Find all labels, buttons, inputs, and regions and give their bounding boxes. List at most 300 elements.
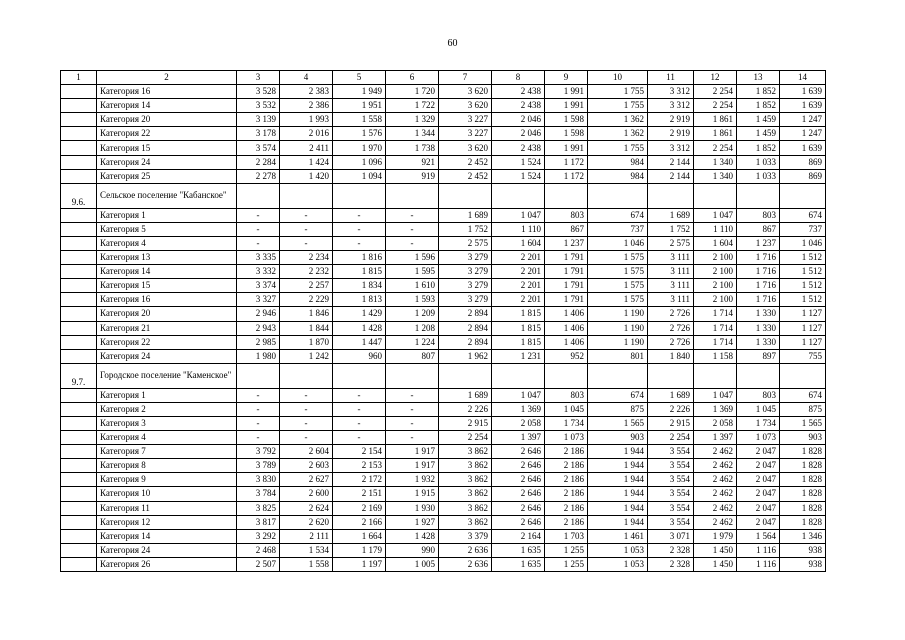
table-cell: 869 <box>780 155 826 169</box>
table-cell: 960 <box>333 349 386 363</box>
table-cell: 1 639 <box>780 99 826 113</box>
table-cell: 3 327 <box>237 293 280 307</box>
table-header-row <box>61 71 826 85</box>
table-cell: 1 598 <box>545 113 588 127</box>
table-cell: 2 046 <box>492 113 545 127</box>
table-cell: 1 639 <box>780 85 826 99</box>
table-cell: 2 047 <box>737 501 780 515</box>
table-cell: 1 247 <box>780 113 826 127</box>
table-cell: 1 558 <box>280 557 333 571</box>
table-cell: 2 201 <box>492 279 545 293</box>
row-number <box>61 265 97 279</box>
table-cell: 1 094 <box>333 169 386 183</box>
table-cell: 1 369 <box>492 402 545 416</box>
table-cell <box>780 183 826 208</box>
table-row <box>61 473 826 487</box>
table-cell: 1 053 <box>588 543 648 557</box>
table-cell: 1 714 <box>694 307 737 321</box>
table-cell: - <box>333 236 386 250</box>
table-cell: - <box>386 416 439 430</box>
table-cell: 3 528 <box>237 85 280 99</box>
table-cell: 2 386 <box>280 99 333 113</box>
table-cell: 2 411 <box>280 141 333 155</box>
table-cell: 2 254 <box>694 85 737 99</box>
table-cell: - <box>333 208 386 222</box>
table-cell: 1 932 <box>386 473 439 487</box>
table-cell: 1 944 <box>588 459 648 473</box>
table-cell: 3 620 <box>439 141 492 155</box>
table-cell: 938 <box>780 557 826 571</box>
table-cell: 1 575 <box>588 279 648 293</box>
table-cell: 2 575 <box>648 236 694 250</box>
table-cell: 3 111 <box>648 293 694 307</box>
table-cell: 2 328 <box>648 543 694 557</box>
table-cell: - <box>280 431 333 445</box>
table-cell: 2 186 <box>545 445 588 459</box>
table-cell: 2 047 <box>737 445 780 459</box>
row-name: Категория 15 <box>97 279 237 293</box>
row-name: Категория 3 <box>97 416 237 430</box>
row-name: Категория 26 <box>97 557 237 571</box>
table-cell: 1 944 <box>588 445 648 459</box>
table-cell: - <box>386 388 439 402</box>
table-cell: 1 047 <box>694 388 737 402</box>
table-cell: 3 312 <box>648 99 694 113</box>
row-name: Категория 10 <box>97 487 237 501</box>
table-cell: 1 190 <box>588 335 648 349</box>
table-cell: 919 <box>386 169 439 183</box>
table-cell: 1 593 <box>386 293 439 307</box>
table-cell: 674 <box>780 208 826 222</box>
column-header-6: 6 <box>386 71 439 85</box>
table-cell: 2 232 <box>280 265 333 279</box>
table-cell: 1 846 <box>280 307 333 321</box>
table-cell <box>694 183 737 208</box>
table-body <box>61 85 826 572</box>
row-number <box>61 99 97 113</box>
table-cell: 3 554 <box>648 445 694 459</box>
table-cell: 2 726 <box>648 307 694 321</box>
table-cell: 2 646 <box>492 445 545 459</box>
table-cell: 1 116 <box>737 557 780 571</box>
table-cell: 1 944 <box>588 487 648 501</box>
table-cell: 1 127 <box>780 307 826 321</box>
page-number: 60 <box>447 38 458 49</box>
table-cell: 1 255 <box>545 557 588 571</box>
column-header-7: 7 <box>439 71 492 85</box>
column-header-3: 3 <box>237 71 280 85</box>
table-cell: 674 <box>588 208 648 222</box>
row-name: Категория 15 <box>97 141 237 155</box>
table-cell: 1 970 <box>333 141 386 155</box>
table-cell: 1 116 <box>737 543 780 557</box>
table-cell: 1 565 <box>588 416 648 430</box>
table-cell: 1 461 <box>588 529 648 543</box>
table-cell: 3 312 <box>648 85 694 99</box>
table-cell: 2 100 <box>694 251 737 265</box>
row-name: Городское поселение "Каменское" <box>97 363 237 388</box>
table-cell: 2 058 <box>492 416 545 430</box>
table-cell: 2 226 <box>439 402 492 416</box>
table-cell: 1 689 <box>439 388 492 402</box>
table-row <box>61 459 826 473</box>
table-cell: 1 635 <box>492 543 545 557</box>
table-cell: 1 096 <box>333 155 386 169</box>
table-cell: - <box>237 416 280 430</box>
table-cell: 1 720 <box>386 85 439 99</box>
table-cell: 1 450 <box>694 557 737 571</box>
table-cell: 2 153 <box>333 459 386 473</box>
table-cell: 2 186 <box>545 515 588 529</box>
table-row <box>61 501 826 515</box>
table-cell: 2 151 <box>333 487 386 501</box>
table-cell: 3 312 <box>648 141 694 155</box>
column-header-4: 4 <box>280 71 333 85</box>
table-cell: 1 815 <box>492 321 545 335</box>
table-row <box>61 141 826 155</box>
table-cell <box>737 183 780 208</box>
table-cell: 1 450 <box>694 543 737 557</box>
table-cell: 2 575 <box>439 236 492 250</box>
table-cell: 1 828 <box>780 459 826 473</box>
table-cell: 807 <box>386 349 439 363</box>
table-cell: - <box>237 402 280 416</box>
table-cell: - <box>280 416 333 430</box>
column-header-9: 9 <box>545 71 588 85</box>
table-cell: 3 554 <box>648 459 694 473</box>
table-cell: 3 574 <box>237 141 280 155</box>
table-row <box>61 431 826 445</box>
table-cell: 1 237 <box>545 236 588 250</box>
table-cell: 990 <box>386 543 439 557</box>
table-cell: 1 635 <box>492 557 545 571</box>
table-cell: - <box>333 222 386 236</box>
table-cell: - <box>333 416 386 430</box>
table-cell: 2 468 <box>237 543 280 557</box>
table-cell: 1 053 <box>588 557 648 571</box>
table-cell: 1 714 <box>694 321 737 335</box>
table-cell: 1 459 <box>737 127 780 141</box>
table-row <box>61 169 826 183</box>
table-cell: 1 429 <box>333 307 386 321</box>
table-cell: 3 279 <box>439 293 492 307</box>
table-cell: 3 620 <box>439 99 492 113</box>
table-cell: 674 <box>780 388 826 402</box>
table-cell: 3 862 <box>439 501 492 515</box>
table-cell: 1 844 <box>280 321 333 335</box>
table-cell: - <box>237 431 280 445</box>
table-cell: 755 <box>780 349 826 363</box>
section-row <box>61 183 826 208</box>
table-cell: 3 379 <box>439 529 492 543</box>
table-cell: 1 330 <box>737 321 780 335</box>
table-cell: - <box>386 236 439 250</box>
table-row <box>61 265 826 279</box>
table-cell: 3 227 <box>439 113 492 127</box>
table-cell: - <box>386 402 439 416</box>
table-row <box>61 127 826 141</box>
row-name: Категория 1 <box>97 388 237 402</box>
table-cell: 3 789 <box>237 459 280 473</box>
table-cell: 1 073 <box>737 431 780 445</box>
row-name: Категория 5 <box>97 222 237 236</box>
table-cell: 1 689 <box>648 388 694 402</box>
table-cell: 1 813 <box>333 293 386 307</box>
table-row <box>61 113 826 127</box>
table-cell: 2 620 <box>280 515 333 529</box>
table-cell: 1 816 <box>333 251 386 265</box>
row-number <box>61 445 97 459</box>
row-name: Категория 22 <box>97 335 237 349</box>
table-cell <box>386 363 439 388</box>
table-cell: 903 <box>780 431 826 445</box>
column-header-13: 13 <box>737 71 780 85</box>
row-name: Категория 22 <box>97 127 237 141</box>
table-cell: 1 047 <box>694 208 737 222</box>
table-cell: 2 636 <box>439 543 492 557</box>
table-cell <box>492 183 545 208</box>
row-number <box>61 459 97 473</box>
table-cell: 1 791 <box>545 265 588 279</box>
table-cell: 1 330 <box>737 307 780 321</box>
table-cell: 2 894 <box>439 321 492 335</box>
table-cell: 1 639 <box>780 141 826 155</box>
table-cell: - <box>386 222 439 236</box>
table-cell: 2 438 <box>492 141 545 155</box>
table-cell: 2 144 <box>648 155 694 169</box>
table-cell: 1 980 <box>237 349 280 363</box>
table-row <box>61 155 826 169</box>
table-cell: 2 462 <box>694 445 737 459</box>
table-cell: 1 755 <box>588 99 648 113</box>
table-cell: 1 917 <box>386 459 439 473</box>
row-name: Категория 11 <box>97 501 237 515</box>
table-cell: 3 532 <box>237 99 280 113</box>
table-cell: 1 979 <box>694 529 737 543</box>
table-cell: 3 862 <box>439 515 492 529</box>
table-cell: 1 852 <box>737 99 780 113</box>
row-name: Категория 16 <box>97 293 237 307</box>
row-number <box>61 141 97 155</box>
table-cell: 3 862 <box>439 445 492 459</box>
table-row <box>61 557 826 571</box>
table-cell: 2 058 <box>694 416 737 430</box>
table-row <box>61 402 826 416</box>
row-number <box>61 543 97 557</box>
table-cell: 1 512 <box>780 279 826 293</box>
table-cell: - <box>386 208 439 222</box>
table-cell: 1 033 <box>737 169 780 183</box>
table-cell: 674 <box>588 388 648 402</box>
table-row <box>61 515 826 529</box>
row-name: Категория 14 <box>97 265 237 279</box>
row-number <box>61 487 97 501</box>
table-cell: 1 752 <box>648 222 694 236</box>
table-cell: 1 329 <box>386 113 439 127</box>
table-cell: 3 335 <box>237 251 280 265</box>
table-cell: 2 201 <box>492 251 545 265</box>
table-cell: 2 154 <box>333 445 386 459</box>
table-cell: 803 <box>545 388 588 402</box>
row-number <box>61 529 97 543</box>
table-cell: - <box>386 431 439 445</box>
table-cell: 1 604 <box>694 236 737 250</box>
table-cell: - <box>237 222 280 236</box>
table-cell: 1 534 <box>280 543 333 557</box>
table-cell: - <box>280 402 333 416</box>
table-cell <box>333 183 386 208</box>
table-cell: 1 944 <box>588 515 648 529</box>
table-cell: 2 257 <box>280 279 333 293</box>
row-name: Категория 20 <box>97 307 237 321</box>
column-header-12: 12 <box>694 71 737 85</box>
table-cell: 1 598 <box>545 127 588 141</box>
table-cell: 1 428 <box>386 529 439 543</box>
row-number <box>61 335 97 349</box>
table-cell: 1 755 <box>588 141 648 155</box>
row-name: Категория 1 <box>97 208 237 222</box>
row-number <box>61 279 97 293</box>
table-cell <box>780 363 826 388</box>
row-number <box>61 431 97 445</box>
row-name: Категория 8 <box>97 459 237 473</box>
table-cell: 1 047 <box>492 208 545 222</box>
table-cell: 2 201 <box>492 293 545 307</box>
table-cell: 1 791 <box>545 251 588 265</box>
table-cell: 1 242 <box>280 349 333 363</box>
table-cell: 1 944 <box>588 501 648 515</box>
table-cell: 1 424 <box>280 155 333 169</box>
table-cell: 1 595 <box>386 265 439 279</box>
table-cell: 2 254 <box>694 141 737 155</box>
table-cell: 2 452 <box>439 155 492 169</box>
table-cell: 1 512 <box>780 251 826 265</box>
table-cell <box>280 183 333 208</box>
table-cell: 3 554 <box>648 515 694 529</box>
table-cell: 1 558 <box>333 113 386 127</box>
row-number <box>61 515 97 529</box>
table-cell: 2 383 <box>280 85 333 99</box>
table-cell: 1 247 <box>780 127 826 141</box>
table-cell: 2 646 <box>492 515 545 529</box>
row-name: Категория 14 <box>97 529 237 543</box>
table-cell: 2 627 <box>280 473 333 487</box>
row-number: 9.6. <box>61 183 97 208</box>
row-number <box>61 85 97 99</box>
table-cell: 1 045 <box>545 402 588 416</box>
table-cell: 984 <box>588 169 648 183</box>
table-row <box>61 208 826 222</box>
table-cell: 1 362 <box>588 113 648 127</box>
row-number <box>61 293 97 307</box>
table-cell: 1 991 <box>545 85 588 99</box>
table-cell: 1 369 <box>694 402 737 416</box>
table-cell: 1 714 <box>694 335 737 349</box>
table-cell: 1 752 <box>439 222 492 236</box>
table-cell: 2 462 <box>694 459 737 473</box>
row-number <box>61 113 97 127</box>
table-cell: 3 111 <box>648 279 694 293</box>
table-cell: 2 144 <box>648 169 694 183</box>
table-row <box>61 349 826 363</box>
table-cell: 1 991 <box>545 141 588 155</box>
table-cell: 1 575 <box>588 251 648 265</box>
table-cell: 2 438 <box>492 99 545 113</box>
table-cell: 1 993 <box>280 113 333 127</box>
table-cell: 1 459 <box>737 113 780 127</box>
table-cell <box>386 183 439 208</box>
table-cell: - <box>280 388 333 402</box>
table-cell: - <box>237 236 280 250</box>
row-name: Категория 21 <box>97 321 237 335</box>
table-cell: 1 255 <box>545 543 588 557</box>
table-cell: 1 406 <box>545 335 588 349</box>
table-cell: 1 340 <box>694 155 737 169</box>
table-cell: 2 462 <box>694 501 737 515</box>
table-cell: 1 209 <box>386 307 439 321</box>
table-cell: - <box>280 208 333 222</box>
table-cell: 1 828 <box>780 445 826 459</box>
table-cell: 2 047 <box>737 515 780 529</box>
table-row <box>61 321 826 335</box>
table-cell: 1 045 <box>737 402 780 416</box>
table-cell: 3 817 <box>237 515 280 529</box>
tariff-table <box>60 70 826 572</box>
row-name: Категория 24 <box>97 155 237 169</box>
table-cell: 2 646 <box>492 501 545 515</box>
row-number <box>61 557 97 571</box>
table-cell: 737 <box>588 222 648 236</box>
row-name: Категория 24 <box>97 349 237 363</box>
table-cell: 2 166 <box>333 515 386 529</box>
table-cell: 1 420 <box>280 169 333 183</box>
table-cell: 2 254 <box>648 431 694 445</box>
table-row <box>61 335 826 349</box>
table-cell: 2 186 <box>545 473 588 487</box>
row-name: Категория 20 <box>97 113 237 127</box>
table-cell: 2 169 <box>333 501 386 515</box>
column-header-5: 5 <box>333 71 386 85</box>
table-cell: 2 636 <box>439 557 492 571</box>
table-cell: 1 575 <box>588 265 648 279</box>
table-cell: 1 852 <box>737 85 780 99</box>
table-cell: - <box>333 402 386 416</box>
table-cell: 2 894 <box>439 335 492 349</box>
row-name: Категория 2 <box>97 402 237 416</box>
table-cell: 1 046 <box>588 236 648 250</box>
table-cell: 2 047 <box>737 473 780 487</box>
table-cell: 2 254 <box>694 99 737 113</box>
table-cell: 1 406 <box>545 307 588 321</box>
table-cell: 1 237 <box>737 236 780 250</box>
table-row <box>61 445 826 459</box>
table-cell: 1 861 <box>694 127 737 141</box>
table-cell: 1 158 <box>694 349 737 363</box>
table-cell: 1 224 <box>386 335 439 349</box>
table-cell: 3 374 <box>237 279 280 293</box>
table-cell: 1 172 <box>545 155 588 169</box>
row-number <box>61 307 97 321</box>
table-cell: 1 962 <box>439 349 492 363</box>
table-cell: 2 985 <box>237 335 280 349</box>
table-cell: 3 554 <box>648 473 694 487</box>
row-number <box>61 155 97 169</box>
row-name: Категория 4 <box>97 236 237 250</box>
table-cell: 2 047 <box>737 487 780 501</box>
table-cell: 875 <box>588 402 648 416</box>
row-number <box>61 402 97 416</box>
row-name: Категория 9 <box>97 473 237 487</box>
